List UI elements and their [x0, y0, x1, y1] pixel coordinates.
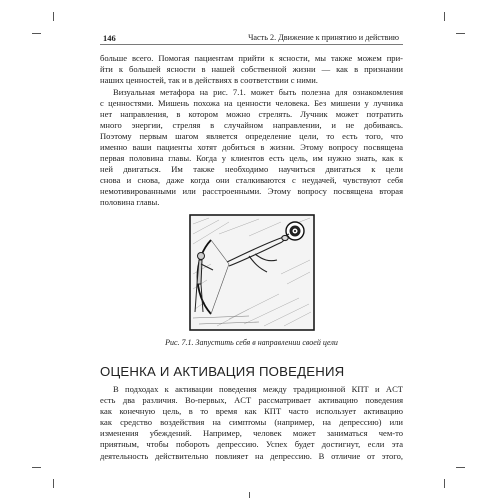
header-rule [100, 44, 403, 45]
crop-mark [32, 467, 41, 468]
text-line: немотивированными или расстроенными. Этому вопросу посвящена вторая [100, 186, 403, 197]
text-line: Поэтому первым шагом является определение цели, то есть того, что [100, 130, 403, 141]
text-line: В подходах к активации поведения между традиционной КПТ и ACT [113, 384, 403, 394]
crop-mark [53, 12, 54, 21]
text-line: изменения убеждений. Например, человек может заниматься чем-то [100, 428, 403, 439]
text-line: нет направления, в котором можно стрелять. Лучник может потратить [100, 108, 403, 119]
text-line: именно ваши пациенты хотят добиться в жизни. Этому вопросу посвящена [100, 141, 403, 152]
crop-mark [249, 492, 250, 498]
crop-mark [456, 33, 465, 34]
text-line: деятельность действительно повлияет на депрессию. В отличие от этого, [100, 450, 403, 461]
crop-mark [456, 467, 465, 468]
text-line: Визуальная метафора на рис. 7.1. может быть полезна для ознакомления [113, 86, 403, 97]
text-line: ней двигаться. Им также необходимо научиться двигаться к цели [100, 164, 403, 175]
text-line: с ценностями. Мишень похожа на ценности человека. Без мишени у лучника [100, 97, 403, 108]
text-line: йти к большей ясности в нашей собственной жизни — как в признании [100, 64, 403, 75]
values-paragraph [100, 87, 403, 209]
text-line: много энергии, стреляя в случайном направлении, и не добиваясь. [100, 119, 403, 130]
crop-mark [53, 479, 54, 488]
behavior-activation-paragraph [100, 384, 403, 462]
text-line: как средство воздействия на симптомы (например, на депрессию) или [100, 417, 403, 428]
text-line: наших ценностей, так и в действиях в соответствии с ними. [100, 75, 318, 86]
text-line: приятным, чтобы побороть депрессию. Успех будет достигнут, если эта [100, 439, 403, 450]
target-icon [286, 222, 304, 240]
intro-paragraph [100, 53, 403, 86]
text-line: больше всего. Помогая пациентам прийти к ясности, мы также можем при- [100, 53, 403, 63]
crop-mark [32, 33, 41, 34]
text-line: есть два различия. Во-первых, ACT рассматривает активацию поведения [100, 395, 403, 406]
text-line: первая половина главы. Когда у клиентов есть цель, им нужно знать, как к [100, 153, 403, 164]
archer-illustration [189, 214, 315, 331]
crop-mark [444, 12, 445, 21]
running-head: Часть 2. Движение к принятию и действию [248, 33, 399, 42]
text-line: половина главы. [100, 197, 160, 208]
section-heading: ОЦЕНКА И АКТИВАЦИЯ ПОВЕДЕНИЯ [100, 364, 345, 379]
figure-caption: Рис. 7.1. Запустить себя в направлении своей цели [165, 338, 338, 347]
text-line: снова и снова, даже когда они сталкиваются с неудачей, чувствуют себя [100, 175, 403, 186]
crop-mark [444, 479, 445, 488]
page-number: 146 [103, 33, 116, 43]
text-line: как конечную цель, в то время как КПТ часто использует активацию [100, 406, 403, 417]
